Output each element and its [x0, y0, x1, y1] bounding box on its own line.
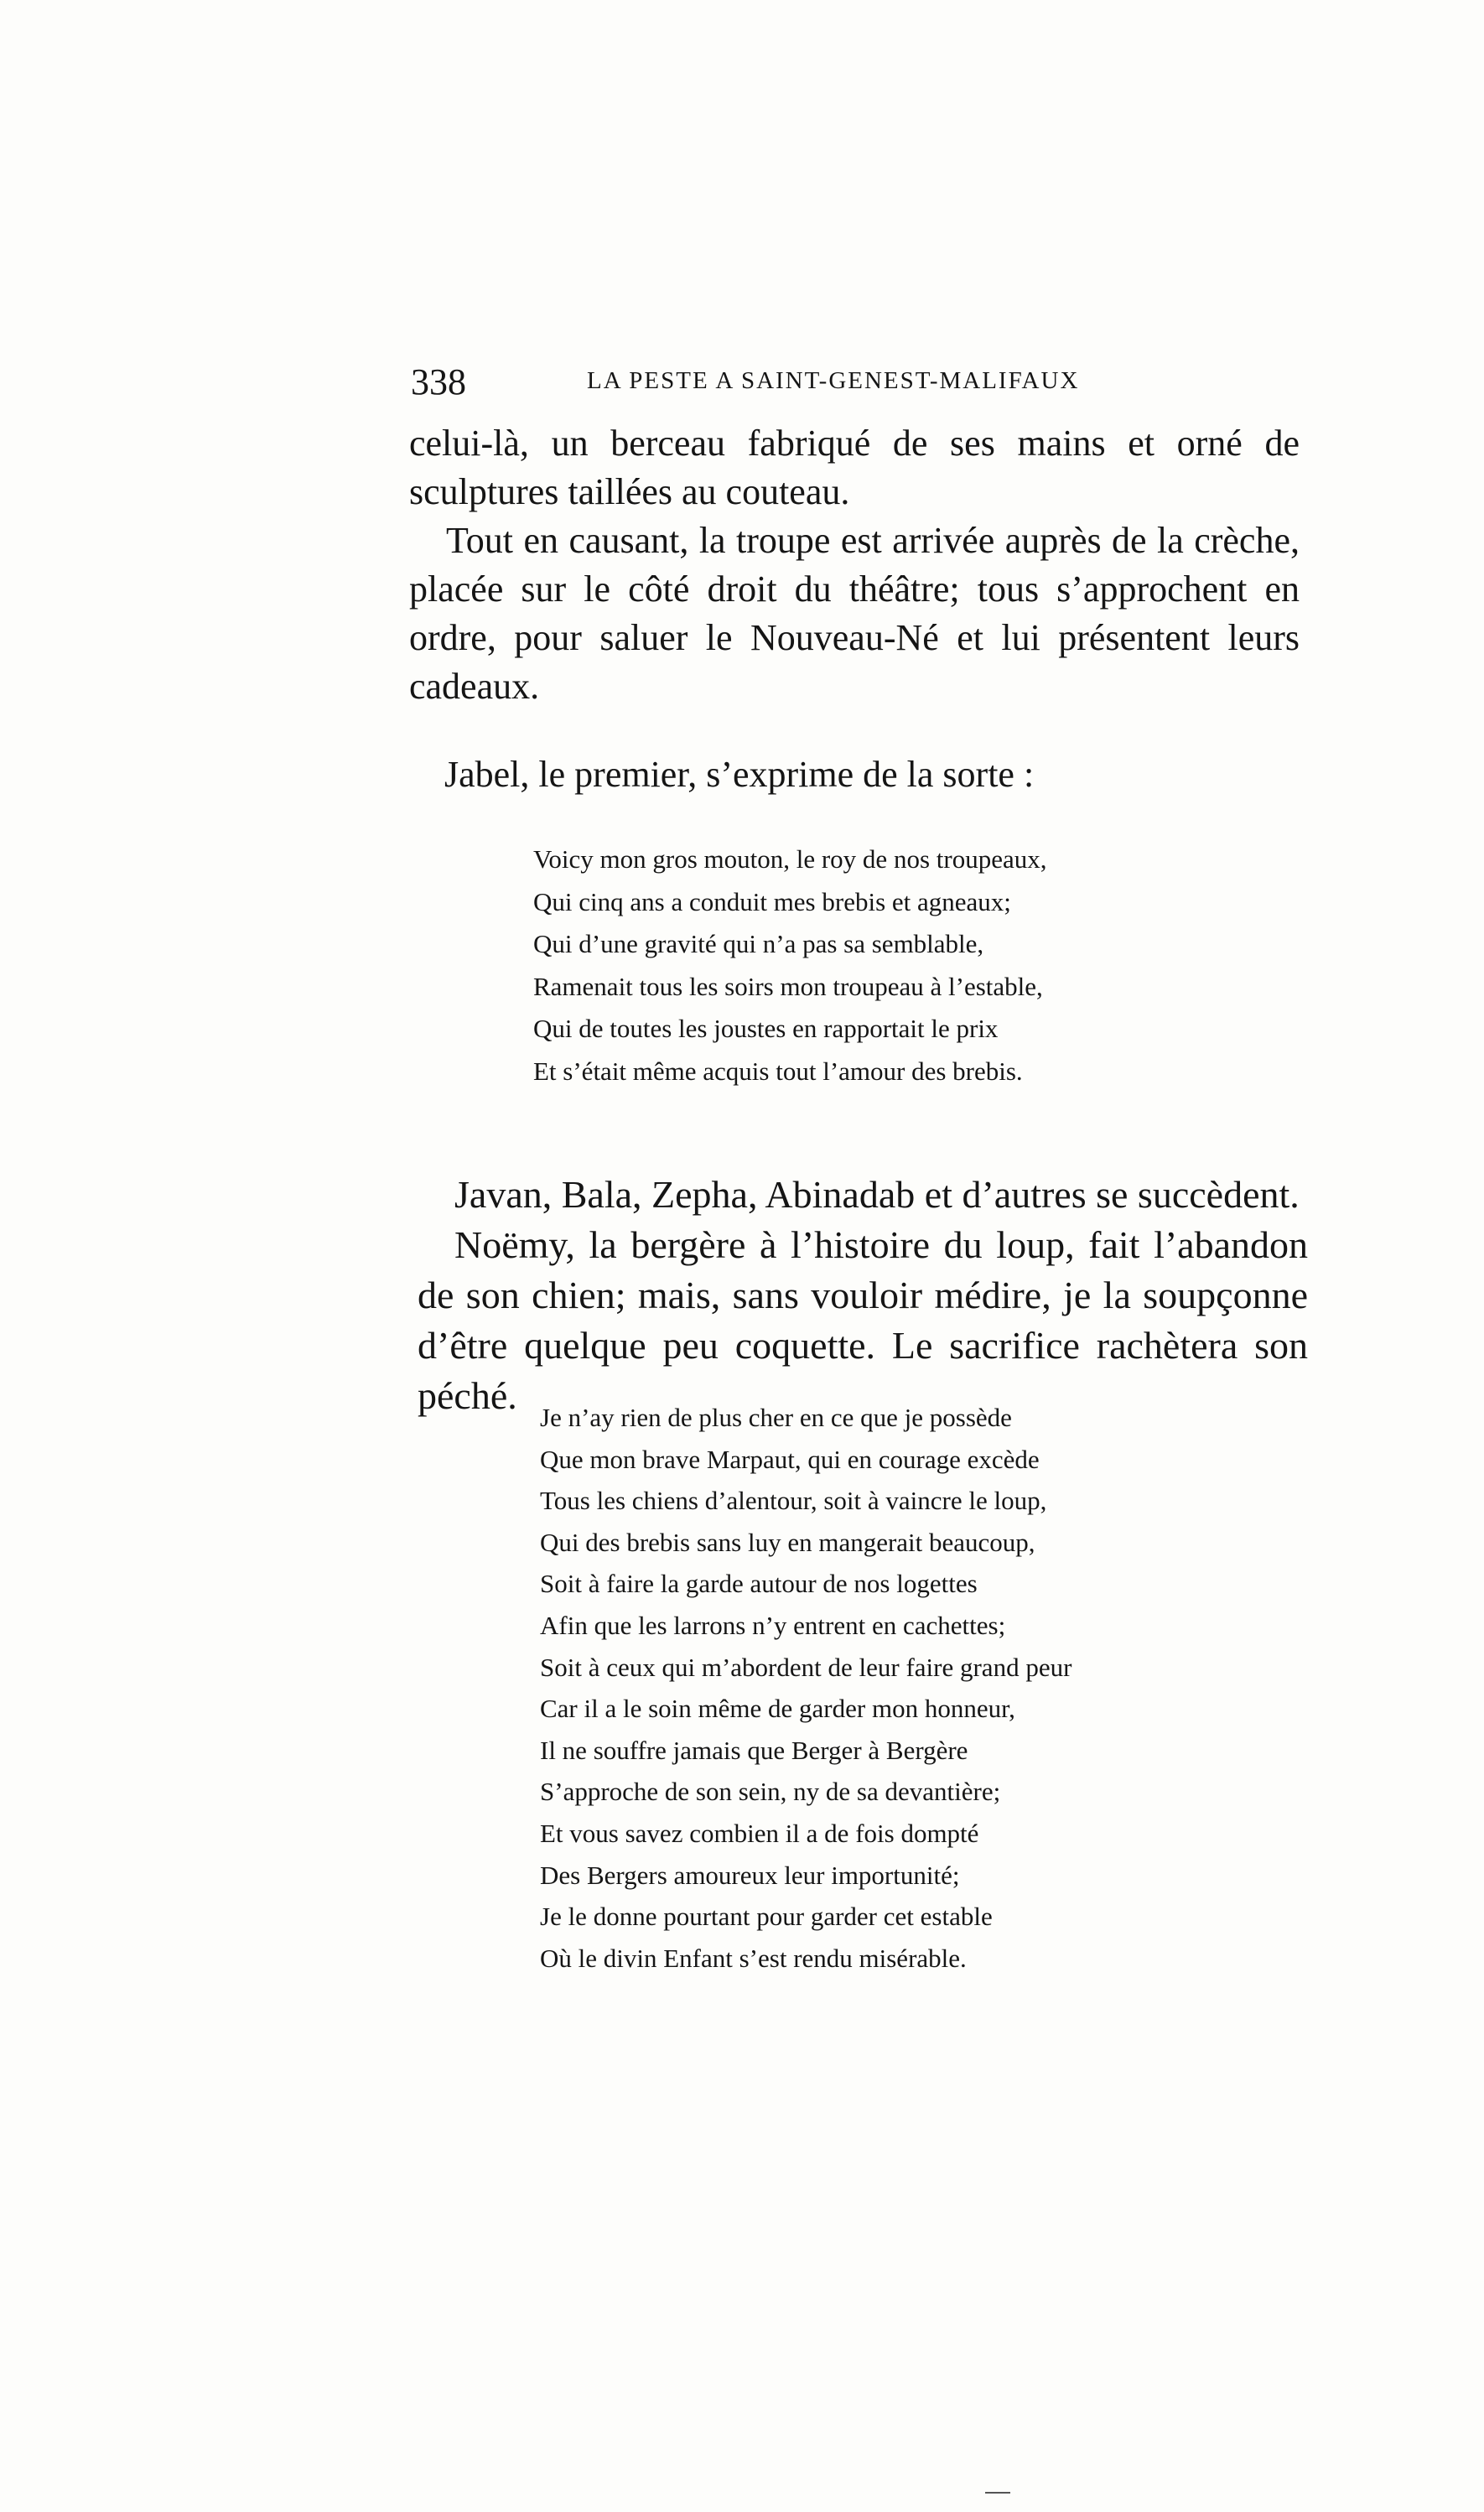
verse-line: Qui cinq ans a conduit mes brebis et agneaux; — [533, 886, 1011, 916]
verse-line: Tous les chiens d’alentour, soit à vaincre le loup, — [540, 1486, 1047, 1516]
verse-noemy — [540, 1397, 1071, 1979]
verse-line: Et vous savez combien il a de fois dompté — [540, 1818, 979, 1848]
verse-line: Où le divin Enfant s’est rendu misérable. — [540, 1943, 967, 1973]
paragraph-noemy: Noëmy, la bergère à l’histoire du loup, fait l’abandon de son chien; mais, sans vouloir médire, je la soupçonne d’être quelque peu coquette. Le sacrifice rachètera son péché. — [418, 1223, 1308, 1417]
verse-line: Qui de toutes les joustes en rapportait le prix — [533, 1014, 999, 1043]
paragraph-troupe: Tout en causant, la troupe est arrivée auprès de la crèche, placée sur le côté droit du théâtre; tous s’approchent en ordre, pour saluer le Nouveau-Né et lui présentent leurs cadeaux. — [409, 520, 1300, 707]
verse-line: Qui d’une gravité qui n’a pas sa semblable, — [533, 929, 984, 958]
verse-line: Qui des brebis sans luy en mangerait beaucoup, — [540, 1527, 1035, 1557]
verse-line: S’approche de son sein, ny de sa devantière; — [540, 1777, 1001, 1807]
paragraph-continuation: celui-là, un berceau fabriqué de ses mains et orné de sculptures taillées au couteau. — [409, 423, 1300, 512]
verse-line: Je n’ay rien de plus cher en ce que je possède — [540, 1403, 1012, 1432]
paragraph-succession: Javan, Bala, Zepha, Abinadab et d’autres se succèdent. — [454, 1173, 1300, 1216]
verse-jabel — [533, 838, 1046, 1093]
verse-line: Des Bergers amoureux leur importunité; — [540, 1860, 960, 1890]
verse-line: Je le donne pourtant pour garder cet estable — [540, 1902, 993, 1932]
verse-line: Ramenait tous les soirs mon troupeau à l’estable, — [533, 971, 1043, 1001]
verse-line: Car il a le soin même de garder mon honneur, — [540, 1694, 1015, 1724]
verse-line: Soit à faire la garde autour de nos logettes — [540, 1569, 978, 1599]
verse-line: Que mon brave Marpaut, qui en courage excède — [540, 1444, 1040, 1474]
verse-line: Et s’était même acquis tout l’amour des brebis. — [533, 1056, 1023, 1086]
page-number: 338 — [411, 361, 466, 402]
verse-line: Voicy mon gros mouton, le roy de nos troupeaux, — [533, 844, 1047, 874]
running-title: LA PESTE A SAINT-GENEST-MALIFAUX — [587, 367, 1080, 394]
verse-line: Il ne souffre jamais que Berger à Bergère — [540, 1735, 968, 1765]
running-head — [411, 361, 1300, 411]
prose-block-2 — [418, 1170, 1308, 1421]
verse-line: Afin que les larrons n’y entrent en cachettes; — [540, 1610, 1006, 1640]
footer-rule — [985, 2492, 1010, 2494]
jabel-intro: Jabel, le premier, s’exprime de la sorte : — [444, 754, 1035, 795]
verse-line: Soit à ceux qui m’abordent de leur faire grand peur — [540, 1652, 1072, 1682]
prose-block-1 — [409, 419, 1300, 711]
